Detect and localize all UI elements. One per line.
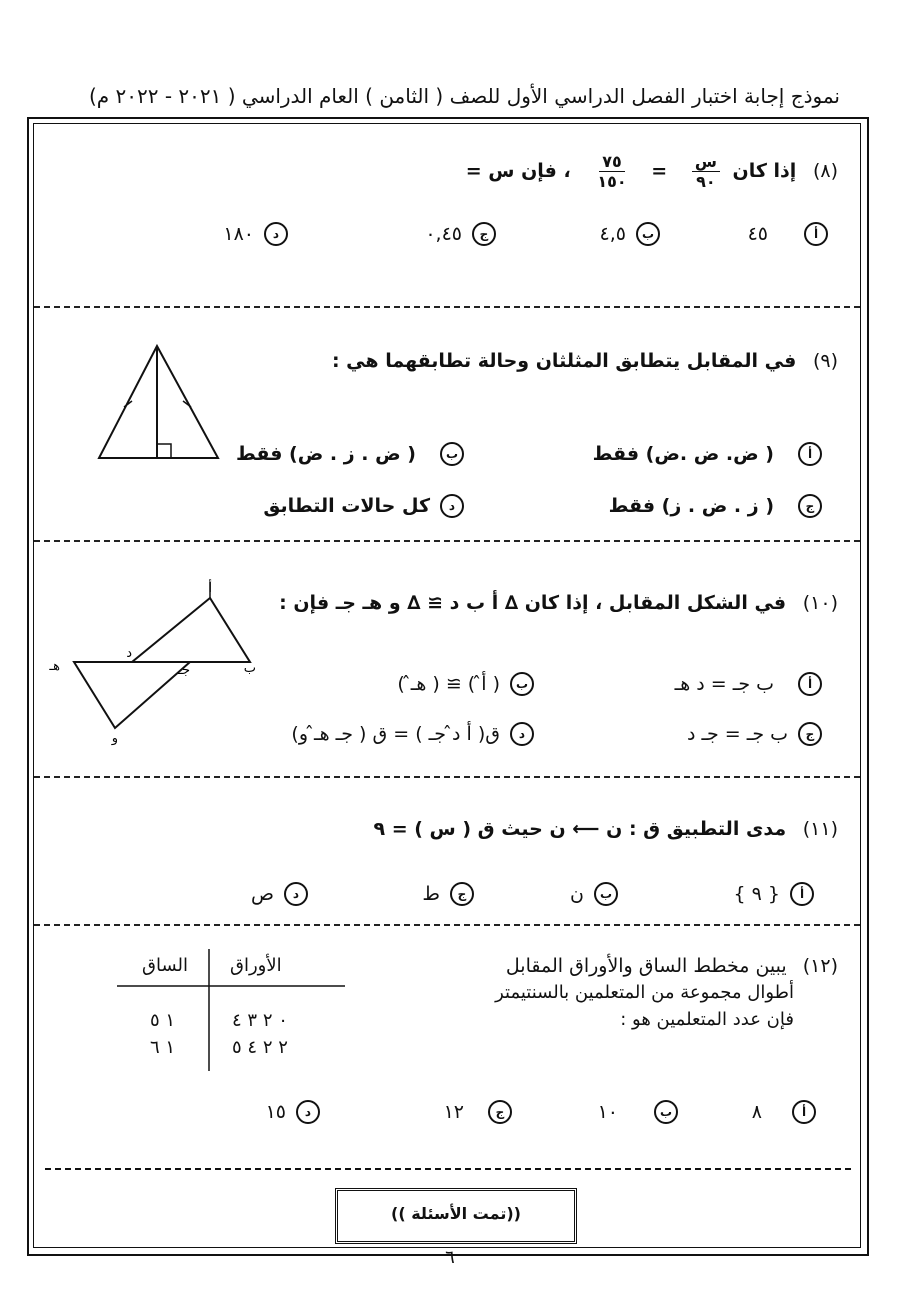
option-text: ن <box>570 883 584 905</box>
question-11 <box>373 818 838 840</box>
stem-header: الساق <box>142 955 188 976</box>
stem-row-2: ١ ٦ <box>150 1037 176 1058</box>
option-letter: ج <box>472 222 496 246</box>
option-text: ١٥ <box>265 1101 286 1123</box>
option-letter: أ <box>804 222 828 246</box>
option-letter: د <box>296 1100 320 1124</box>
option-letter: د <box>440 494 464 518</box>
option-letter: د <box>264 222 288 246</box>
option-letter: ج <box>798 722 822 746</box>
option-letter: أ <box>792 1100 816 1124</box>
question-12-line-2: أطوال مجموعة من المتعلمين بالسنتيمتر <box>495 982 794 1003</box>
question-12-line-3: فإن عدد المتعلمين هو : <box>620 1009 794 1030</box>
end-of-questions-box <box>335 1188 577 1244</box>
option-text: ص <box>251 883 274 905</box>
option-text: ١٢ <box>443 1101 464 1123</box>
option-text: ب جـ = د هـ <box>674 673 774 695</box>
fraction-1 <box>692 152 720 191</box>
option-letter: د <box>510 722 534 746</box>
option-text: ( ض . ز . ض) فقط <box>235 443 416 465</box>
option-letter: أ <box>790 882 814 906</box>
q9-option-b[interactable] <box>236 442 464 466</box>
option-letter: ج <box>488 1100 512 1124</box>
vertex-label-h: هـ <box>49 659 60 674</box>
q12-option-a[interactable] <box>752 1100 816 1124</box>
option-letter: ج <box>450 882 474 906</box>
separator <box>34 924 860 926</box>
option-text: ٤٥ <box>747 223 768 245</box>
q11-option-d[interactable] <box>251 882 308 906</box>
question-12 <box>506 955 838 977</box>
option-text: ١٠ <box>597 1101 618 1123</box>
q8-option-c[interactable] <box>425 222 496 246</box>
closing-separator <box>45 1168 851 1170</box>
q10-option-a[interactable] <box>675 672 822 696</box>
end-of-questions-text: ((تمت الأسئلة )) <box>391 1204 521 1223</box>
question-text: إذا كان <box>732 160 797 182</box>
page-header: نموذج إجابة اختبار الفصل الدراسي الأول للصف ( الثامن ) العام الدراسي ( ٢٠٢١ - ٢٠٢٢ م) <box>88 84 840 108</box>
question-text: في المقابل يتطابق المثلثان وحالة تطابقهما هي : <box>331 350 797 372</box>
vertex-label-j: جـ <box>178 663 190 678</box>
option-text: ١٨٠ <box>223 223 254 245</box>
question-number: (٨) <box>812 160 838 182</box>
vertex-label-b: ب <box>243 661 256 676</box>
fraction-numerator: ٧٥ <box>599 152 625 172</box>
option-text: ( ز . ض . ز) فقط <box>608 495 774 517</box>
question-text: مدى التطبيق ق : ن ⟵ ن حيث ق ( س ) = ٩ <box>373 818 787 840</box>
q10-option-d[interactable] <box>291 722 534 746</box>
option-letter: ب <box>654 1100 678 1124</box>
stem-row-1: ١ ٥ <box>150 1010 176 1031</box>
vertex-label-d: د <box>126 646 132 661</box>
vertex-label-a: أ <box>208 581 212 596</box>
vertex-label-w: و <box>111 731 118 746</box>
question-number: (٩) <box>812 350 838 372</box>
question-text-tail: ، فإن س = <box>465 160 571 182</box>
option-letter: أ <box>798 442 822 466</box>
q12-option-c[interactable] <box>444 1100 512 1124</box>
q11-option-c[interactable] <box>422 882 474 906</box>
option-text: ق( أ د̂ جـ ) = ق ( جـ هـ̂ و) <box>291 723 500 745</box>
option-letter: أ <box>798 672 822 696</box>
page-number: ٦ <box>445 1247 455 1268</box>
leaves-row-2: ٢ ٢ ٤ ٥ <box>232 1037 288 1058</box>
q12-option-b[interactable] <box>598 1100 678 1124</box>
q10-option-c[interactable] <box>687 722 822 746</box>
question-number: (١١) <box>802 818 838 840</box>
option-text: ٠,٤٥ <box>425 223 462 245</box>
q11-option-a[interactable] <box>734 882 815 906</box>
question-text: يبين مخطط الساق والأوراق المقابل <box>505 955 787 977</box>
q9-option-d[interactable] <box>263 494 464 518</box>
option-letter: ب <box>594 882 618 906</box>
q8-option-d[interactable] <box>223 222 288 246</box>
fraction-numerator: س <box>692 152 720 172</box>
q9-option-c[interactable] <box>609 494 822 518</box>
isosceles-triangle-figure <box>95 344 225 464</box>
question-number: (١٢) <box>802 955 838 977</box>
question-8 <box>466 152 838 191</box>
congruent-triangles-figure <box>49 580 280 750</box>
question-10 <box>279 592 838 614</box>
q9-option-a[interactable] <box>593 442 822 466</box>
equals-sign: = <box>651 160 668 182</box>
option-letter: د <box>284 882 308 906</box>
question-9 <box>332 350 838 372</box>
option-text: { ٩ } <box>733 883 780 905</box>
question-text: في الشكل المقابل ، إذا كان ∆ أ ب د ≅ ∆ و هـ جـ فإن : <box>279 592 787 614</box>
option-letter: ب <box>510 672 534 696</box>
option-text: ( ض. ض .ض) فقط <box>592 443 774 465</box>
option-text: ٤,٥ <box>599 223 626 245</box>
q11-option-b[interactable] <box>570 882 618 906</box>
q8-option-b[interactable] <box>600 222 660 246</box>
option-letter: ب <box>440 442 464 466</box>
separator <box>34 306 860 308</box>
leaves-row-1: ٠ ٢ ٣ ٤ <box>232 1010 288 1031</box>
fraction-denominator: ١٥٠ <box>597 172 627 191</box>
q12-option-d[interactable] <box>266 1100 320 1124</box>
separator <box>34 776 860 778</box>
leaves-header: الأوراق <box>230 955 282 976</box>
option-text: ٨ <box>751 1101 762 1123</box>
fraction-denominator: ٩٠ <box>696 172 716 191</box>
question-number: (١٠) <box>802 592 838 614</box>
q8-option-a[interactable] <box>748 222 828 246</box>
separator <box>34 540 860 542</box>
option-text: ط <box>422 883 440 905</box>
option-text: ( أ̂ ) ≅ ( هـ̂ ) <box>397 673 500 695</box>
q10-option-b[interactable] <box>397 672 534 696</box>
fraction-2 <box>597 152 626 191</box>
option-letter: ب <box>636 222 660 246</box>
option-text: كل حالات التطابق <box>263 495 430 517</box>
option-letter: ج <box>798 494 822 518</box>
option-text: ب جـ = جـ د <box>686 723 788 745</box>
